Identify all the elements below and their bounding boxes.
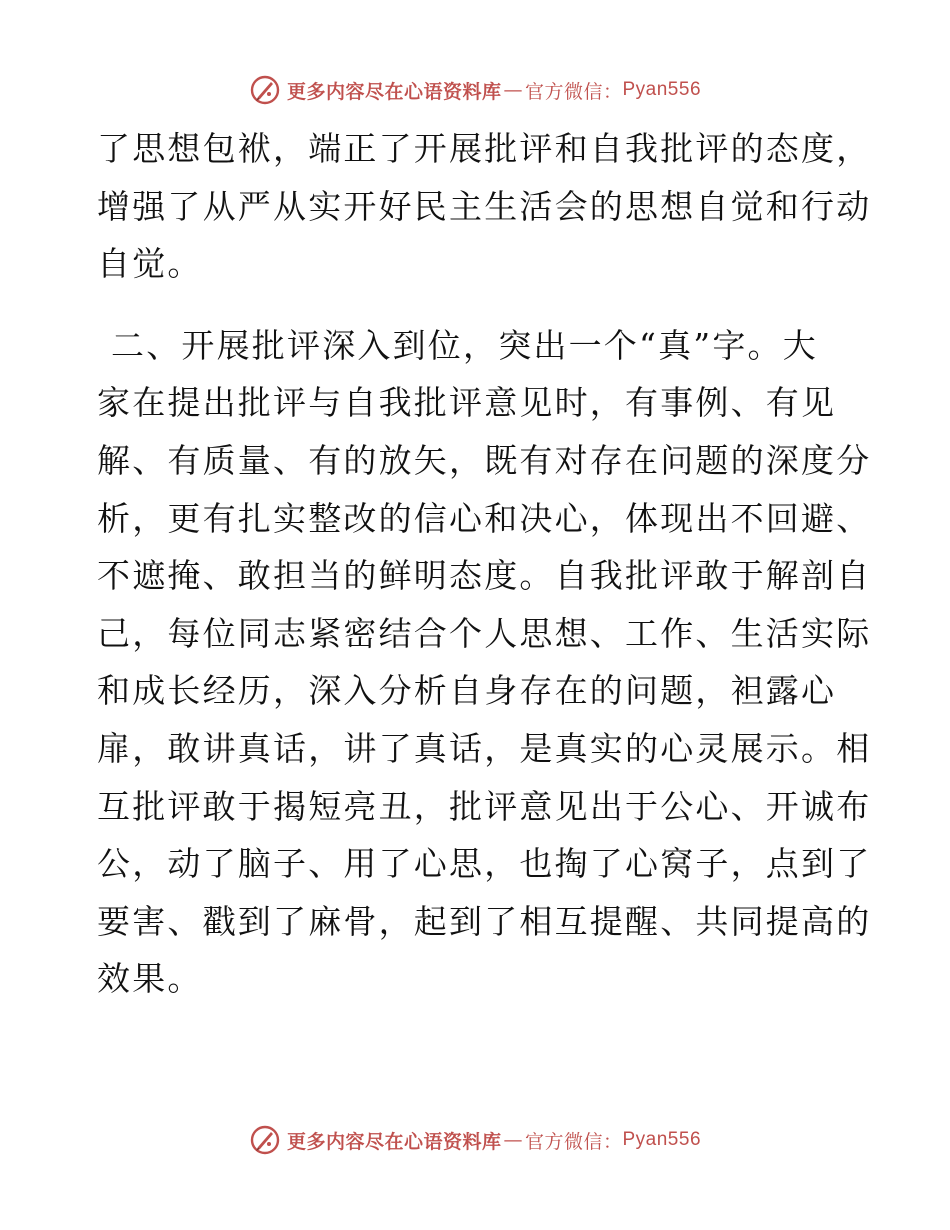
paragraph-spacer bbox=[97, 293, 857, 317]
paragraph-line: 效果。 bbox=[97, 959, 203, 999]
paragraph-1 bbox=[97, 120, 872, 293]
banner-dash: — bbox=[503, 79, 523, 101]
paragraph-line: 解、有质量、有的放矢，既有对存在问题的深度分 bbox=[97, 440, 872, 480]
paragraph-line: 二、开展批评深入到位，突出一个“真”字。大 bbox=[111, 325, 818, 365]
banner-main-text: 更多内容尽在心语资料库 bbox=[286, 80, 502, 103]
paragraph-line: 增强了从严从实开好民主生活会的思想自觉和行动 bbox=[97, 186, 872, 226]
paragraph-line: 自觉。 bbox=[97, 244, 203, 284]
banner-wechat-label: 官方微信： bbox=[524, 80, 623, 103]
paragraph-line: 互批评敢于揭短亮丑，批评意见出于公心、开诚布 bbox=[97, 786, 872, 826]
paragraph-line: 不遮掩、敢担当的鲜明态度。自我批评敢于解剖自 bbox=[97, 556, 872, 596]
banner-wechat-id: Pyan556 bbox=[622, 1129, 702, 1150]
page-footer-banner bbox=[0, 1120, 950, 1160]
quill-pen-circle-icon bbox=[249, 74, 281, 106]
paragraph-line: 了思想包袱，端正了开展批评和自我批评的态度， bbox=[97, 129, 872, 168]
banner-wechat-label: 官方微信： bbox=[524, 1130, 623, 1153]
paragraph-line: 家在提出批评与自我批评意见时，有事例、有见 bbox=[97, 383, 837, 423]
paragraph-line: 扉，敢讲真话，讲了真话，是真实的心灵展示。相 bbox=[97, 728, 872, 768]
banner-dash: — bbox=[503, 1129, 523, 1151]
quill-pen-circle-icon bbox=[249, 1124, 281, 1156]
banner-wechat-id: Pyan556 bbox=[622, 79, 702, 100]
document-body bbox=[97, 120, 872, 1008]
page-header-banner bbox=[0, 70, 950, 110]
paragraph-line: 己，每位同志紧密结合个人思想、工作、生活实际 bbox=[97, 613, 872, 653]
paragraph-line: 析，更有扎实整改的信心和决心，体现出不回避、 bbox=[97, 498, 872, 538]
banner-main-text: 更多内容尽在心语资料库 bbox=[286, 1130, 502, 1153]
paragraph-2 bbox=[97, 317, 872, 1008]
paragraph-line: 要害、戳到了麻骨，起到了相互提醒、共同提高的 bbox=[97, 901, 872, 941]
paragraph-line: 和成长经历，深入分析自身存在的问题，袒露心 bbox=[97, 671, 837, 711]
paragraph-line: 公，动了脑子、用了心思，也掏了心窝子，点到了 bbox=[97, 844, 872, 884]
